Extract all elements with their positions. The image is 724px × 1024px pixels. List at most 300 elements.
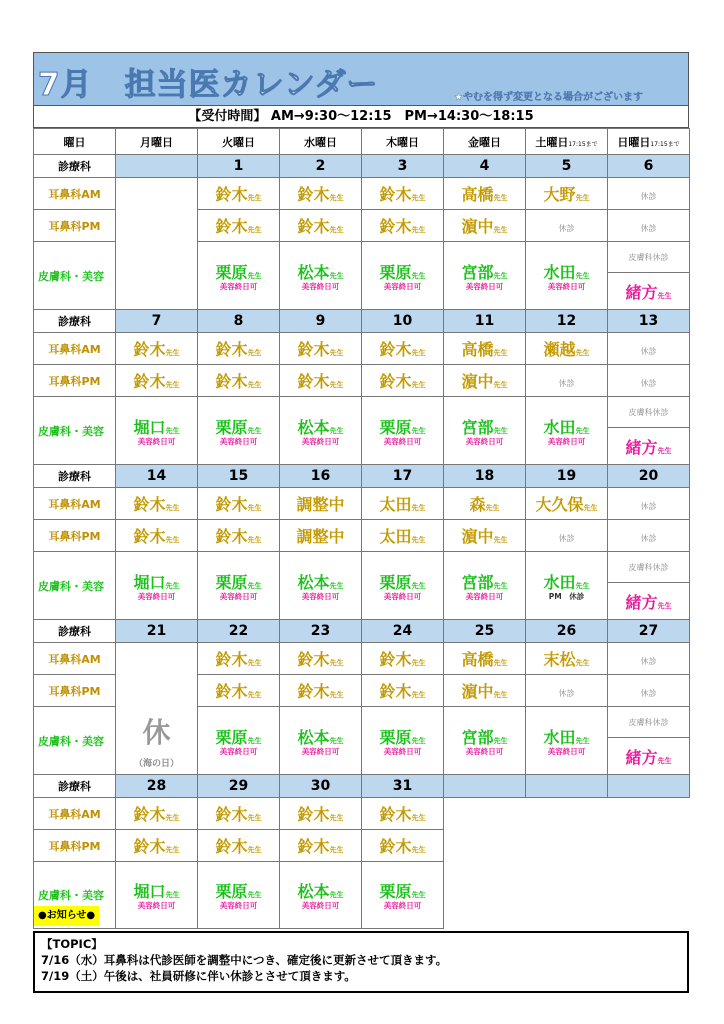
sensei-suffix: 先生 (247, 226, 262, 234)
sensei-suffix: 先生 (411, 736, 426, 745)
derm-cell (608, 242, 690, 310)
doctor-entry (526, 337, 607, 360)
beauty-allday: 美容終日可 (219, 901, 258, 910)
derm-cell (280, 397, 362, 465)
date-cell: 24 (362, 620, 444, 643)
date-cell: 30 (280, 775, 362, 798)
ent-am-label: 耳鼻科AM (34, 798, 116, 830)
date-cell: 25 (444, 620, 526, 643)
am-cell (526, 643, 608, 675)
sensei-suffix: 先生 (329, 581, 344, 590)
derm-label: 皮膚科・美容 (34, 707, 116, 775)
doctor-entry (198, 214, 279, 237)
sensei-suffix: 先生 (165, 536, 180, 544)
doctor-name: 緒方先生 (625, 437, 672, 457)
closed-text: 休診 (640, 689, 657, 698)
doctor-name: 松本先生 (297, 882, 344, 901)
closed-text: 休診 (640, 502, 657, 511)
derm-cell (362, 552, 444, 620)
doctor-entry (625, 745, 671, 768)
am-cell (608, 178, 690, 210)
beauty-allday: 美容終日可 (547, 746, 586, 756)
doctor-name: 鈴木先生 (379, 837, 426, 856)
doctor-entry (362, 369, 443, 392)
beauty-allday: 美容終日可 (301, 746, 340, 756)
sensei-suffix: 先生 (411, 226, 426, 234)
ent-am-label: 耳鼻科AM (34, 178, 116, 210)
pm-cell (444, 210, 526, 242)
doctor-entry (444, 679, 525, 702)
sensei-suffix: 先生 (247, 691, 262, 699)
ent-am-label: 耳鼻科AM (34, 333, 116, 365)
topic-line-2: 7/19（土）午後は、社員研修に伴い休診とさせて頂きます。 (41, 969, 356, 983)
sunday-derm-stack (608, 552, 689, 619)
pm-cell (116, 830, 198, 862)
doctor-entry (362, 802, 443, 825)
date-cell: 5 (526, 155, 608, 178)
am-cell (280, 178, 362, 210)
doctor-name: 緒方先生 (625, 592, 672, 612)
derm-cell (362, 242, 444, 310)
beauty-allday: 美容終日可 (465, 436, 504, 446)
beauty-allday: 美容終日可 (465, 281, 504, 291)
empty-cell (608, 862, 690, 929)
am-cell (362, 488, 444, 520)
sensei-suffix: 先生 (165, 426, 180, 435)
doctor-name: 栗原先生 (215, 882, 262, 901)
date-cell: 3 (362, 155, 444, 178)
sunday-doctor (608, 273, 689, 309)
sensei-suffix: 先生 (493, 691, 508, 699)
derm-row (34, 862, 690, 929)
derm-cell (362, 862, 444, 929)
topic-box (33, 931, 689, 993)
weekday-cell-sat: 土曜日17:15まで (526, 129, 608, 155)
doctor-entry (198, 260, 279, 292)
doctor-name: 宮部先生 (461, 417, 508, 437)
ent-pm-label: 耳鼻科PM (34, 365, 116, 397)
closed-text: 休診 (640, 192, 657, 201)
date-cell (444, 775, 526, 798)
doctor-name: 鈴木先生 (379, 682, 426, 701)
beauty-allday: 美容終日可 (547, 281, 586, 291)
empty-cell (526, 798, 608, 830)
doctor-entry (362, 725, 443, 757)
doctor-name: 鈴木先生 (297, 805, 344, 824)
doctor-name: 太田先生 (379, 527, 426, 546)
doctor-name: 瀬越先生 (543, 340, 590, 359)
doctor-name: 松本先生 (297, 417, 344, 437)
date-cell: 8 (198, 310, 280, 333)
date-cell: 31 (362, 775, 444, 798)
doctor-name: 栗原先生 (379, 882, 426, 901)
doctor-name: 鈴木先生 (297, 217, 344, 236)
sensei-suffix: 先生 (247, 381, 262, 389)
pm-cell (608, 675, 690, 707)
doctor-name: 濵中先生 (461, 682, 508, 701)
doctor-name: 宮部先生 (461, 262, 508, 282)
doctor-name: 森先生 (469, 495, 500, 514)
sensei-suffix: 先生 (493, 226, 508, 234)
sensei-suffix: 先生 (485, 504, 500, 512)
doctor-name: 鈴木先生 (133, 805, 180, 824)
derm-cell (444, 397, 526, 465)
closed-text: 休診 (640, 379, 657, 388)
derm-label: 皮膚科・美容 (34, 552, 116, 620)
beauty-allday: 美容終日可 (219, 281, 258, 291)
am-cell (198, 333, 280, 365)
date-cell: 22 (198, 620, 280, 643)
sensei-suffix: 先生 (411, 814, 426, 822)
sensei-suffix: 先生 (247, 536, 262, 544)
derm-cell (198, 552, 280, 620)
derm-row (34, 552, 690, 620)
sensei-suffix: 先生 (493, 426, 508, 435)
calendar-title: 7月 担当医カレンダー (38, 67, 379, 103)
pm-cell (362, 675, 444, 707)
sensei-suffix: 先生 (247, 736, 262, 745)
am-cell (526, 178, 608, 210)
beauty-allday: 美容終日可 (137, 591, 176, 601)
ent-am-row (34, 178, 690, 210)
doctor-entry (198, 679, 279, 702)
doctor-entry (198, 647, 279, 670)
derm-closed-text: 皮膚科休診 (608, 397, 689, 428)
empty-cell (526, 830, 608, 862)
date-cell: 20 (608, 465, 690, 488)
doctor-entry (526, 492, 607, 515)
beauty-allday: 美容終日可 (383, 591, 422, 601)
derm-cell (526, 242, 608, 310)
sensei-suffix: 先生 (493, 736, 508, 745)
derm-cell (526, 552, 608, 620)
doctor-entry (280, 647, 361, 670)
doctor-name: 鈴木先生 (133, 837, 180, 856)
doctor-name: 堀口先生 (133, 417, 180, 437)
doctor-entry (362, 524, 443, 547)
pm-cell (198, 520, 280, 552)
am-cell (526, 333, 608, 365)
derm-cell (280, 552, 362, 620)
date-row (34, 310, 690, 333)
derm-cell (198, 397, 280, 465)
sensei-suffix: 先生 (411, 271, 426, 280)
sensei-suffix: 先生 (575, 349, 590, 357)
closed-text: 休診 (558, 534, 575, 543)
doctor-name: 鈴木先生 (297, 837, 344, 856)
doctor-entry (526, 415, 607, 447)
doctor-name: 鈴木先生 (297, 340, 344, 359)
doctor-name: 鈴木先生 (379, 340, 426, 359)
beauty-allday: 美容終日可 (383, 746, 422, 756)
am-cell (116, 798, 198, 830)
am-cell (198, 178, 280, 210)
sensei-suffix: 先生 (575, 194, 590, 202)
doctor-name: 水田先生 (543, 727, 590, 747)
doctor-name: 栗原先生 (215, 572, 262, 592)
pm-cell (444, 365, 526, 397)
derm-cell (444, 707, 526, 775)
weekday-header-row (34, 129, 690, 155)
beauty-allday: 美容終日可 (465, 591, 504, 601)
pm-cell (280, 365, 362, 397)
ent-pm-row (34, 365, 690, 397)
closed-text: 休診 (640, 224, 657, 233)
doctor-name: 鈴木先生 (215, 340, 262, 359)
sunday-derm-stack (608, 242, 689, 309)
doctor-name: 鈴木先生 (297, 372, 344, 391)
pm-cell (608, 520, 690, 552)
sensei-suffix: 先生 (493, 659, 508, 667)
doctor-name: 堀口先生 (133, 572, 180, 592)
doctor-name: 鈴木先生 (215, 495, 262, 514)
sensei-suffix: 先生 (411, 349, 426, 357)
doctor-name: 栗原先生 (379, 417, 426, 437)
sensei-suffix: 先生 (247, 194, 262, 202)
dept-label: 診療科 (34, 620, 116, 643)
doctor-name: 鈴木先生 (379, 185, 426, 204)
pm-cell (116, 365, 198, 397)
sensei-suffix: 先生 (583, 504, 598, 512)
doctor-name: 鈴木先生 (215, 682, 262, 701)
date-cell: 6 (608, 155, 690, 178)
date-cell: 15 (198, 465, 280, 488)
doctor-name: 栗原先生 (379, 262, 426, 282)
doctor-name: 調整中 (296, 495, 345, 514)
sunday-derm-stack (608, 707, 689, 774)
date-cell: 28 (116, 775, 198, 798)
sensei-suffix: 先生 (329, 691, 344, 699)
doctor-entry (444, 524, 525, 547)
closed-text: 休診 (640, 347, 657, 356)
sensei-suffix: 先生 (575, 736, 590, 745)
am-cell (444, 643, 526, 675)
sensei-suffix: 先生 (165, 349, 180, 357)
doctor-name: 宮部先生 (461, 572, 508, 592)
closed-text: 休診 (558, 224, 575, 233)
doctor-name: 高橋先生 (461, 185, 508, 204)
date-cell (116, 155, 198, 178)
topic-line-1: 7/16（水）耳鼻科は代診医師を調整中につき、確定後に更新させて頂きます。 (41, 953, 448, 967)
ent-am-row (34, 333, 690, 365)
doctor-name: 鈴木先生 (215, 372, 262, 391)
ent-am-row (34, 798, 690, 830)
doctor-entry (444, 182, 525, 205)
doctor-name: 緒方先生 (625, 282, 672, 302)
sat-hours: 17:15まで (568, 140, 598, 148)
derm-cell (280, 862, 362, 929)
weekday-label: 曜日 (34, 129, 116, 155)
am-cell (444, 488, 526, 520)
derm-closed-text: 皮膚科休診 (608, 552, 689, 583)
am-cell (444, 333, 526, 365)
doctor-entry (625, 435, 671, 458)
sunday-doctor (608, 583, 689, 619)
derm-cell (444, 242, 526, 310)
date-cell: 4 (444, 155, 526, 178)
derm-closed-text: 皮膚科休診 (608, 707, 689, 738)
doctor-entry (198, 570, 279, 602)
sensei-suffix: 先生 (329, 381, 344, 389)
date-row (34, 620, 690, 643)
sunday-doctor (608, 738, 689, 774)
doctor-entry (280, 834, 361, 857)
pm-cell (280, 830, 362, 862)
beauty-allday: 美容終日可 (301, 281, 340, 291)
derm-cell (116, 397, 198, 465)
doctor-name: 鈴木先生 (133, 340, 180, 359)
am-cell (362, 333, 444, 365)
pm-cell (608, 210, 690, 242)
doctor-name: 大久保先生 (535, 495, 598, 514)
doctor-entry (116, 524, 197, 547)
sensei-suffix: 先生 (411, 891, 426, 899)
sensei-suffix: 先生 (247, 581, 262, 590)
derm-cell (198, 707, 280, 775)
date-cell: 11 (444, 310, 526, 333)
pm-cell (198, 675, 280, 707)
reception-hours: 【受付時間】 AM→9:30～12:15 PM→14:30～18:15 (33, 106, 689, 128)
doctor-entry (116, 879, 197, 911)
derm-cell (116, 862, 198, 929)
empty-cell (608, 798, 690, 830)
sensei-suffix: 先生 (247, 504, 262, 512)
sensei-suffix: 先生 (493, 349, 508, 357)
sensei-suffix: 先生 (575, 426, 590, 435)
sensei-suffix: 先生 (329, 659, 344, 667)
doctor-entry (625, 590, 671, 613)
doctor-name: 水田先生 (543, 417, 590, 437)
dept-label: 診療科 (34, 155, 116, 178)
am-cell (608, 333, 690, 365)
sensei-suffix: 先生 (493, 271, 508, 280)
closed-text: 休診 (558, 379, 575, 388)
doctor-name: 濵中先生 (461, 372, 508, 391)
am-cell (362, 798, 444, 830)
doctor-entry (116, 570, 197, 602)
sensei-suffix: 先生 (329, 426, 344, 435)
derm-cell (608, 552, 690, 620)
date-cell: 13 (608, 310, 690, 333)
sensei-suffix: 先生 (247, 659, 262, 667)
derm-cell (116, 552, 198, 620)
ent-pm-label: 耳鼻科PM (34, 520, 116, 552)
empty-cell (444, 862, 526, 929)
sensei-suffix: 先生 (165, 891, 180, 899)
derm-closed-text: 皮膚科休診 (608, 242, 689, 273)
doctor-entry (526, 570, 607, 602)
doctor-name: 栗原先生 (215, 262, 262, 282)
am-cell (608, 643, 690, 675)
doctor-name: 鈴木先生 (297, 682, 344, 701)
date-cell: 26 (526, 620, 608, 643)
sunday-doctor (608, 428, 689, 464)
pm-cell (444, 520, 526, 552)
doctor-name: 松本先生 (297, 572, 344, 592)
beauty-allday: 美容終日可 (219, 436, 258, 446)
ent-am-row (34, 488, 690, 520)
doctor-name: 濵中先生 (461, 217, 508, 236)
doctor-entry (625, 280, 671, 303)
beauty-allday: 美容終日可 (219, 746, 258, 756)
empty-cell (444, 830, 526, 862)
sensei-suffix: 先生 (411, 426, 426, 435)
date-cell: 21 (116, 620, 198, 643)
sensei-suffix: 先生 (247, 846, 262, 854)
date-cell: 12 (526, 310, 608, 333)
doctor-entry (280, 679, 361, 702)
ent-pm-row (34, 520, 690, 552)
doctor-name: 鈴木先生 (133, 372, 180, 391)
derm-label: 皮膚科・美容 (34, 397, 116, 465)
sensei-suffix: 先生 (247, 271, 262, 280)
dept-label: 診療科 (34, 310, 116, 333)
doctor-name: 水田先生 (543, 262, 590, 282)
doctor-name: 鈴木先生 (215, 527, 262, 546)
pm-cell (526, 520, 608, 552)
derm-cell (198, 242, 280, 310)
sensei-suffix: 先生 (657, 291, 672, 300)
doctor-name: 末松先生 (543, 650, 590, 669)
sensei-suffix: 先生 (493, 536, 508, 544)
sensei-suffix: 先生 (411, 536, 426, 544)
beauty-allday: 美容終日可 (301, 901, 340, 910)
ent-pm-label: 耳鼻科PM (34, 675, 116, 707)
weekday-cell: 水曜日 (280, 129, 362, 155)
doctor-entry (280, 725, 361, 757)
beauty-allday: 美容終日可 (547, 436, 586, 446)
pm-cell (198, 210, 280, 242)
sensei-suffix: 先生 (411, 846, 426, 854)
pm-cell (444, 675, 526, 707)
doctor-name: 大野先生 (543, 185, 590, 204)
closed-day-cell (116, 643, 198, 775)
sensei-suffix: 先生 (575, 271, 590, 280)
dept-label: 診療科 (34, 775, 116, 798)
date-cell: 19 (526, 465, 608, 488)
doctor-entry (116, 369, 197, 392)
am-cell (280, 643, 362, 675)
doctor-entry (280, 802, 361, 825)
sensei-suffix: 先生 (329, 891, 344, 899)
ent-am-label: 耳鼻科AM (34, 488, 116, 520)
pm-cell (362, 520, 444, 552)
empty-cell (526, 862, 608, 929)
pm-cell (526, 210, 608, 242)
doctor-name: 鈴木先生 (379, 805, 426, 824)
date-row (34, 465, 690, 488)
doctor-entry (280, 182, 361, 205)
date-cell: 2 (280, 155, 362, 178)
doctor-entry (280, 337, 361, 360)
doctor-entry (280, 570, 361, 602)
sensei-suffix: 先生 (657, 756, 672, 765)
doctor-name: 調整中 (296, 527, 345, 546)
doctor-name: 栗原先生 (215, 727, 262, 747)
doctor-entry (280, 260, 361, 292)
beauty-allday: 美容終日可 (219, 591, 258, 601)
sensei-suffix: 先生 (411, 659, 426, 667)
date-cell: 10 (362, 310, 444, 333)
pm-cell (362, 830, 444, 862)
doctor-name: 栗原先生 (379, 727, 426, 747)
pm-closed: PM 休診 (548, 591, 585, 601)
sensei-suffix: 先生 (329, 226, 344, 234)
doctor-entry (198, 492, 279, 515)
doctor-name: 高橋先生 (461, 650, 508, 669)
closed-text: 休診 (640, 657, 657, 666)
sensei-suffix: 先生 (411, 381, 426, 389)
